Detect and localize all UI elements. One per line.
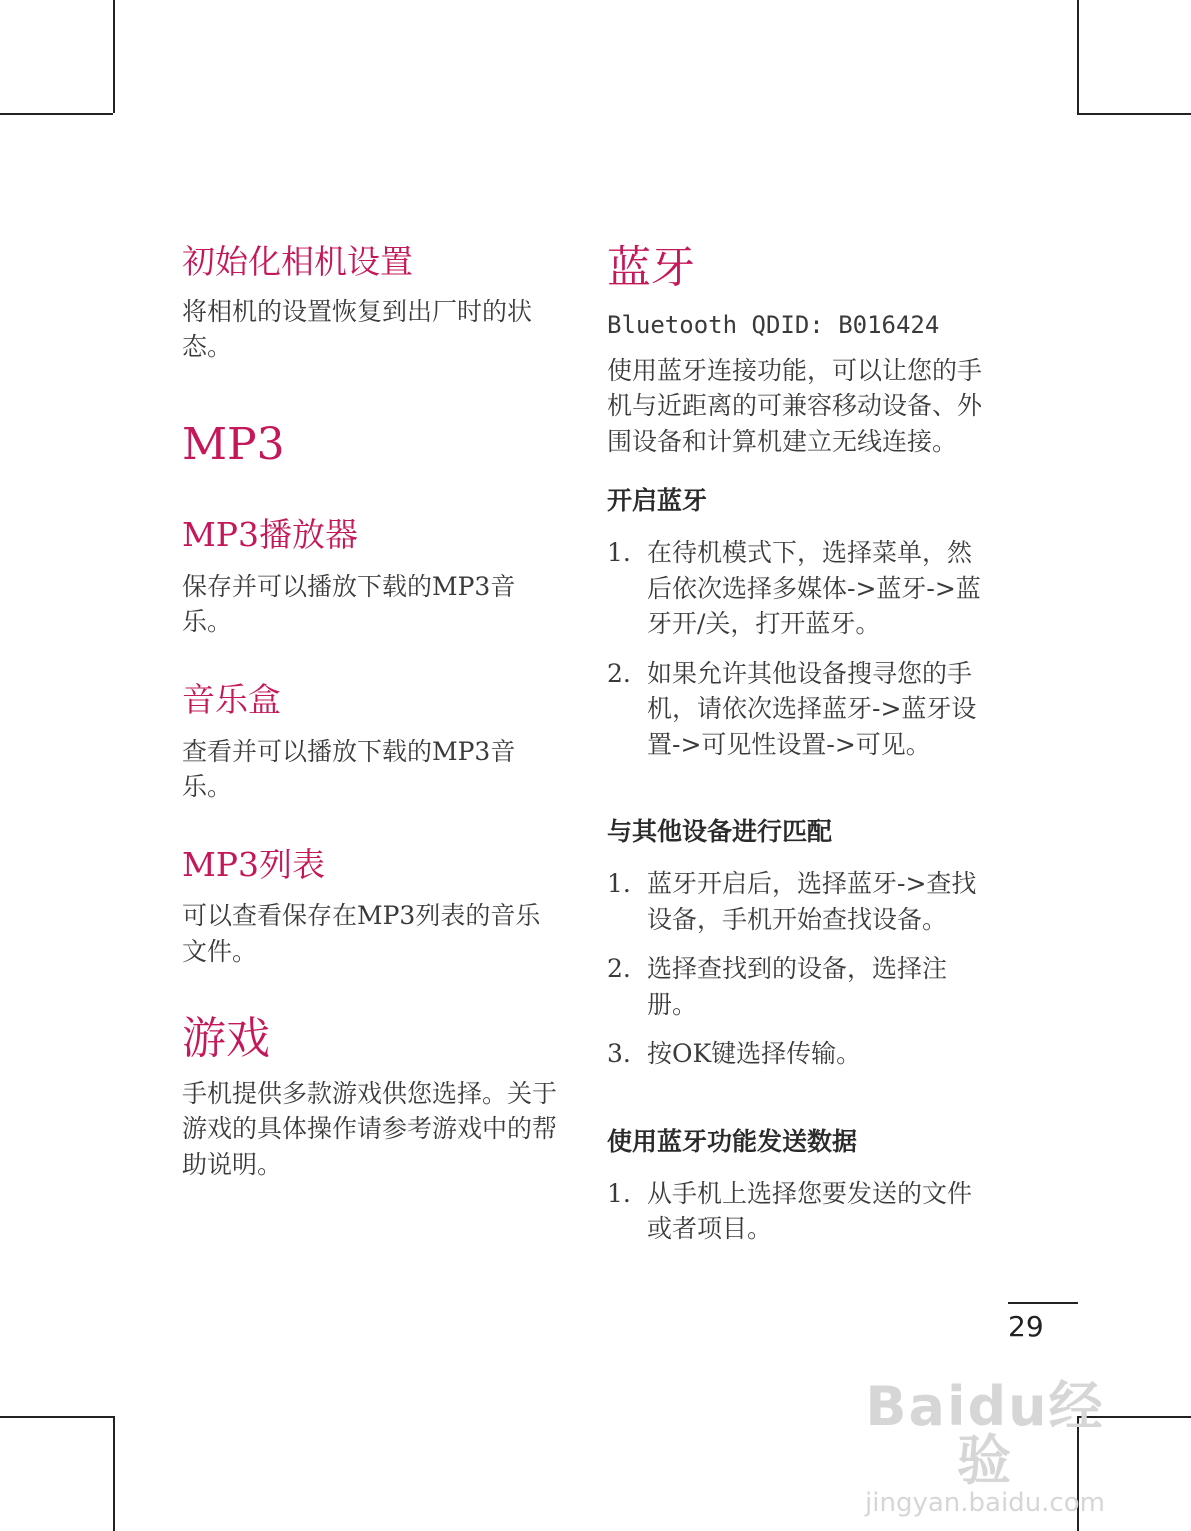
crop-mark xyxy=(0,1416,113,1418)
step-number: 1. xyxy=(607,1178,631,1208)
right-column xyxy=(607,242,992,1247)
bluetooth-heading: 蓝牙 xyxy=(607,242,695,293)
pairing-heading: 与其他设备进行匹配 xyxy=(607,817,833,847)
crop-mark xyxy=(1077,113,1191,115)
enable-bluetooth-steps xyxy=(607,535,992,762)
list-item xyxy=(607,866,992,937)
step-text: 按OK键选择传输。 xyxy=(647,1039,862,1069)
send-data-heading: 使用蓝牙功能发送数据 xyxy=(607,1126,858,1156)
step-number: 1. xyxy=(607,869,631,899)
list-item xyxy=(607,535,992,642)
step-text: 在待机模式下，选择菜单，然后依次选择多媒体->蓝牙->蓝牙开/关，打开蓝牙。 xyxy=(647,538,981,639)
crop-mark xyxy=(1077,0,1079,113)
crop-mark xyxy=(0,113,113,115)
music-box-heading: 音乐盒 xyxy=(182,679,281,719)
reset-camera-text: 将相机的设置恢复到出厂时的状态。 xyxy=(182,296,533,362)
mp3-heading: MP3 xyxy=(182,418,285,470)
bluetooth-qdid: Bluetooth QDID: B016424 xyxy=(607,310,940,339)
music-box-text: 查看并可以播放下载的MP3音乐。 xyxy=(182,736,516,802)
step-text: 从手机上选择您要发送的文件或者项目。 xyxy=(647,1178,973,1244)
step-text: 蓝牙开启后，选择蓝牙->查找设备，手机开始查找设备。 xyxy=(647,869,977,934)
page-number: 29 xyxy=(1008,1302,1078,1343)
list-item xyxy=(607,951,992,1022)
watermark-url: jingyan.baidu.com xyxy=(865,1488,1105,1518)
send-data-steps xyxy=(607,1176,992,1247)
mp3-player-text: 保存并可以播放下载的MP3音乐。 xyxy=(182,571,516,637)
crop-mark xyxy=(113,1416,115,1531)
step-number: 2. xyxy=(607,658,631,688)
step-text: 选择查找到的设备，选择注册。 xyxy=(647,954,948,1019)
list-item xyxy=(607,1176,992,1247)
reset-camera-heading: 初始化相机设置 xyxy=(182,242,413,281)
bluetooth-intro: 使用蓝牙连接功能，可以让您的手机与近距离的可兼容移动设备、外围设备和计算机建立无线连接。 xyxy=(607,355,983,456)
mp3-player-heading: MP3播放器 xyxy=(182,515,358,555)
games-heading: 游戏 xyxy=(182,1013,270,1065)
enable-bluetooth-heading: 开启蓝牙 xyxy=(607,486,708,516)
step-number: 1. xyxy=(607,538,631,568)
crop-mark xyxy=(113,0,115,113)
mp3-list-heading: MP3列表 xyxy=(182,844,325,884)
step-text: 如果允许其他设备搜寻您的手机，请依次选择蓝牙->蓝牙设置->可见性设置->可见。 xyxy=(647,658,977,759)
step-number: 2. xyxy=(607,954,631,984)
games-text: 手机提供多款游戏供您选择。关于游戏的具体操作请参考游戏中的帮助说明。 xyxy=(182,1078,558,1179)
baidu-watermark xyxy=(845,1375,1125,1519)
list-item xyxy=(607,656,992,763)
step-number: 3. xyxy=(607,1039,631,1069)
list-item xyxy=(607,1036,992,1072)
watermark-logo: Baidu经验 xyxy=(865,1375,1105,1492)
mp3-list-text: 可以查看保存在MP3列表的音乐文件。 xyxy=(182,901,541,966)
pairing-steps xyxy=(607,866,992,1072)
left-column xyxy=(182,242,557,1182)
